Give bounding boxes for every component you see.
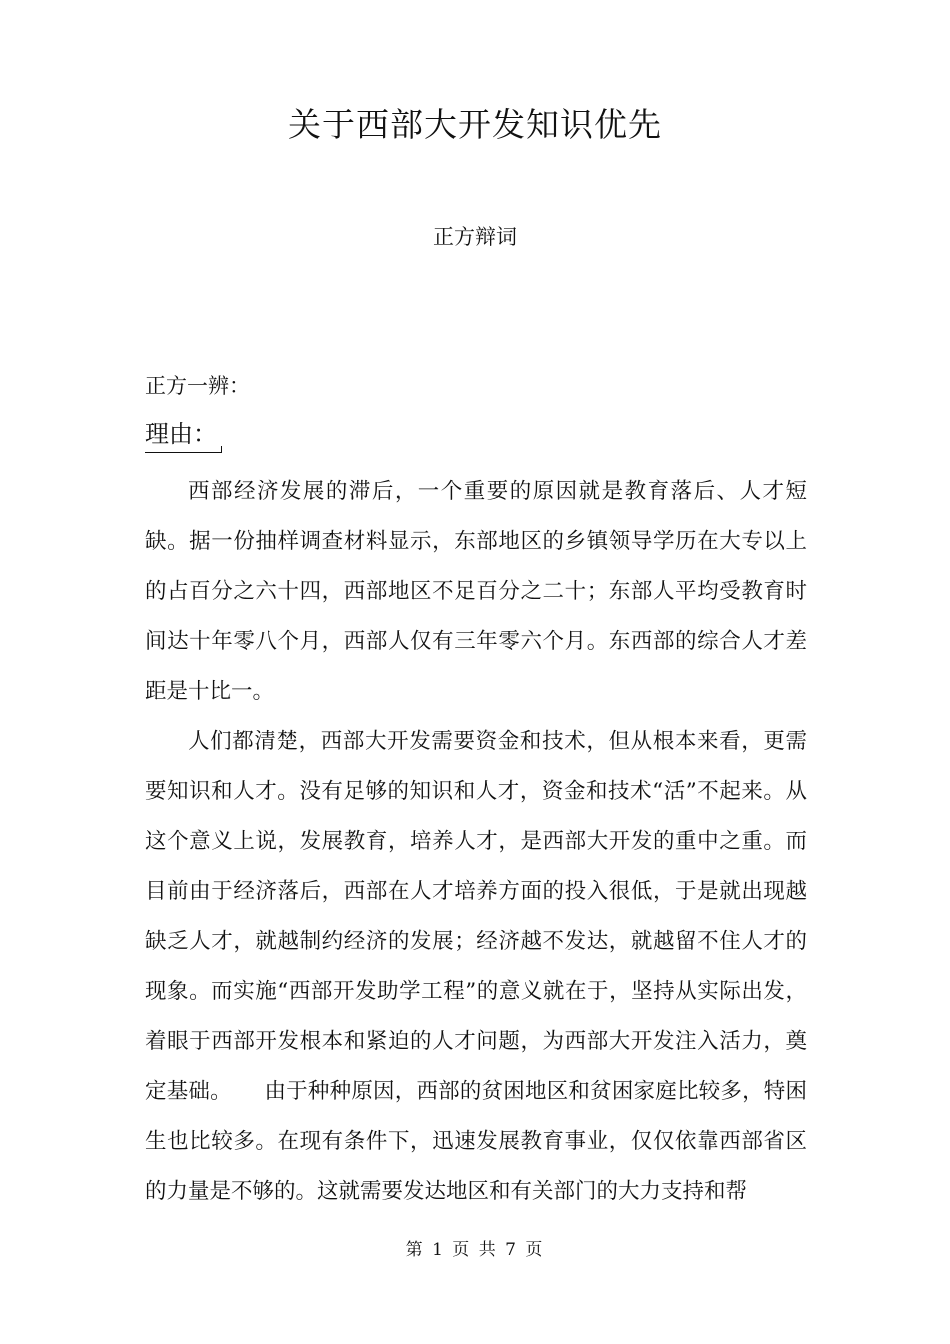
- speaker-label: 正方一辨：: [145, 374, 250, 398]
- document-body: [145, 467, 807, 1217]
- section-heading-underline: [145, 452, 221, 453]
- section-heading: 理由：: [145, 420, 217, 448]
- document-title: 关于西部大开发知识优先: [288, 105, 662, 144]
- section-heading-block: [145, 418, 225, 456]
- page-number: 第 1 页 共 7 页: [405, 1240, 545, 1260]
- paragraph-mark: [221, 446, 222, 453]
- document-subtitle: 正方辩词: [433, 225, 517, 249]
- paragraph: 西部经济发展的滞后，一个重要的原因就是教育落后、人才短缺。据一份抽样调查材料显示，东部地区的乡镇领导学历在大专以上的占百分之六十四，西部地区不足百分之二十；东部人平均受教育时间达十年零八个月，西部人仅有三年零六个月。东西部的综合人才差距是十比一。: [145, 479, 807, 704]
- paragraph: 人们都清楚，西部大开发需要资金和技术，但从根本来看，更需要知识和人才。没有足够的知识和人才，资金和技术“活”不起来。从这个意义上说，发展教育，培养人才，是西部大开发的重中之重。而目前由于经济落后，西部在人才培养方面的投入很低，于是就出现越缺乏人才，就越制约经济的发展；经济越不发达，就越留不住人才的现象。而实施“西部开发助学工程”的意义就在于，坚持从实际出发，着眼于西部开发根本和紧迫的人才问题，为西部大开发注入活力，奠定基础。 由于种种原因，西部的贫困地区和贫困家庭比较多，特困生也比较多。在现有条件下，迅速发展教育事业，仅仅依靠西部省区的力量是不够的。这就需要发达地区和有关部门的大力支持和帮: [145, 729, 807, 1204]
